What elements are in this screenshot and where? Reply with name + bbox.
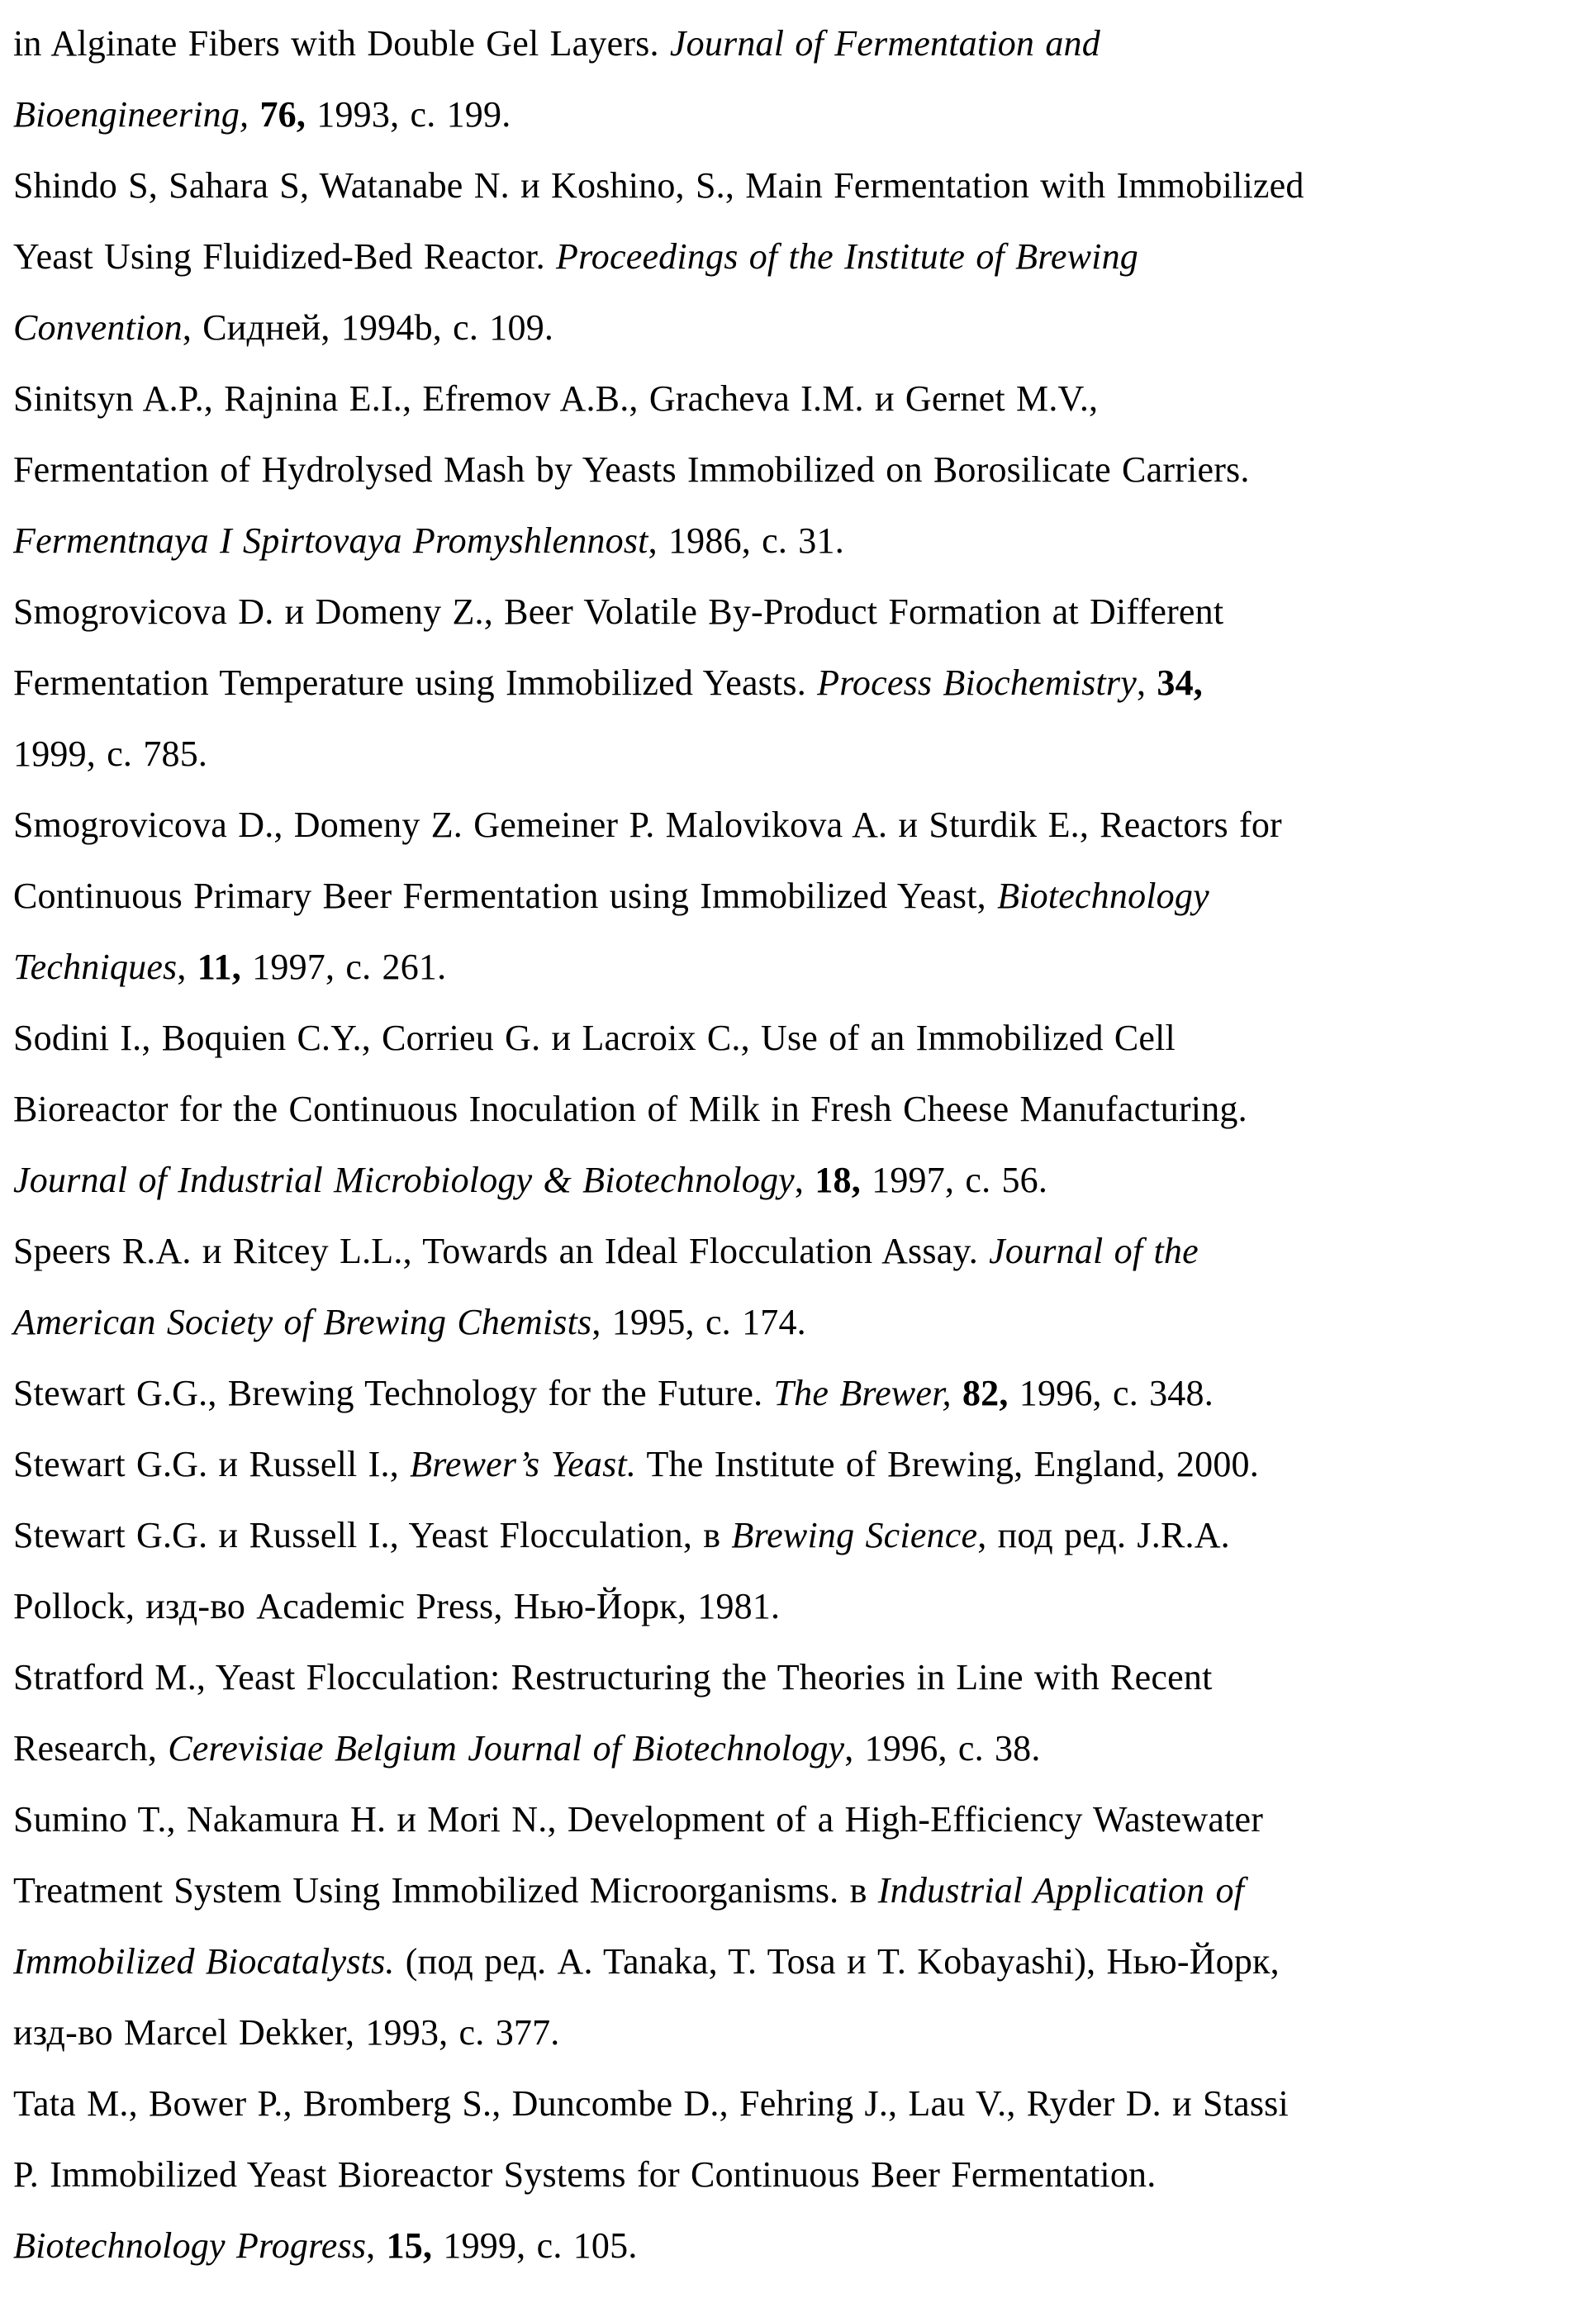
text-run: Sumino T., Nakamura H. и Mori N., Development of a High-Efficiency Wastewater — [13, 1799, 1264, 1840]
reference-line — [13, 1997, 1593, 2068]
text-run: , 1995, с. 174. — [591, 1302, 806, 1342]
text-run: , Сидней, 1994b, с. 109. — [182, 307, 554, 348]
text-run: , под ред. J.R.A. — [977, 1515, 1230, 1555]
text-run: Journal of Industrial Microbiology & Biotechnology — [13, 1160, 795, 1200]
text-run: Pollock, изд-во Academic Press, Нью-Йорк, 1981. — [13, 1586, 781, 1626]
text-run: Sinitsyn A.P., Rajnina E.I., Efremov A.B., Gracheva I.M. и Gernet M.V., — [13, 378, 1099, 419]
text-run: Immobilized Biocatalysts. — [13, 1941, 395, 1982]
reference-line — [13, 1429, 1593, 1500]
reference-line — [13, 1784, 1593, 1855]
text-run: Bioreactor for the Continuous Inoculation of Milk in Fresh Cheese Manufacturing. — [13, 1089, 1247, 1129]
text-run: Yeast Using Fluidized-Bed Reactor. — [13, 236, 557, 277]
text-run: Fermentation Temperature using Immobilized Yeasts. — [13, 662, 818, 703]
text-run: , — [366, 2225, 387, 2266]
text-run: Cerevisiae Belgium Journal of Biotechnology — [168, 1728, 845, 1769]
text-run: Brewing Science — [731, 1515, 978, 1555]
text-run: Sodini I., Boquien C.Y., Corrieu G. и Lacroix C., Use of an Immobilized Cell — [13, 1018, 1176, 1058]
text-run: Biotechnology — [997, 876, 1209, 916]
text-run: 1997, с. 56. — [860, 1160, 1048, 1200]
reference-line — [13, 8, 1593, 79]
text-run: Smogrovicova D., Domeny Z. Gemeiner P. Malovikova A. и Sturdik E., Reactors for — [13, 805, 1282, 845]
text-run: Stewart G.G. и Russell I., Yeast Flocculation, в — [13, 1515, 732, 1555]
text-run: , 1986, с. 31. — [648, 520, 844, 561]
reference-line — [13, 2139, 1593, 2210]
text-run: 11, — [197, 947, 241, 987]
reference-line — [13, 861, 1593, 932]
reference-line — [13, 1003, 1593, 1074]
reference-line — [13, 1216, 1593, 1287]
reference-line — [13, 719, 1593, 790]
reference-line — [13, 1500, 1593, 1571]
text-run: Journal of the — [989, 1231, 1199, 1271]
reference-line — [13, 2068, 1593, 2139]
reference-line — [13, 1713, 1593, 1784]
reference-line — [13, 363, 1593, 434]
reference-line — [13, 1145, 1593, 1216]
text-run: Continuous Primary Beer Fermentation using Immobilized Yeast, — [13, 876, 998, 916]
text-run: The Institute of Brewing, England, 2000. — [636, 1444, 1259, 1484]
reference-line — [13, 1358, 1593, 1429]
text-run: Techniques — [13, 947, 178, 987]
reference-line — [13, 577, 1593, 648]
reference-line — [13, 1642, 1593, 1713]
text-run: Bioengineering, — [13, 94, 249, 135]
text-run: 34, — [1157, 662, 1203, 703]
text-run: American Society of Brewing Chemists — [13, 1302, 592, 1342]
text-run: 1996, с. 348. — [1008, 1373, 1214, 1413]
text-run: Stewart G.G., Brewing Technology for the Future. — [13, 1373, 774, 1413]
references-list — [13, 8, 1593, 2281]
text-run: Biotechnology Progress — [13, 2225, 367, 2266]
text-run: 82, — [962, 1373, 1009, 1413]
text-run — [249, 94, 259, 135]
text-run: 1999, с. 785. — [13, 734, 208, 774]
text-run: Convention — [13, 307, 183, 348]
reference-line — [13, 648, 1593, 719]
text-run: Fermentation of Hydrolysed Mash by Yeasts Immobilized on Borosilicate Carriers. — [13, 449, 1250, 490]
text-run: Stewart G.G. и Russell I., — [13, 1444, 411, 1484]
reference-line — [13, 506, 1593, 577]
text-run: 15, — [386, 2225, 433, 2266]
reference-line — [13, 1571, 1593, 1642]
text-run: Shindo S, Sahara S, Watanabe N. и Koshino, S., Main Fermentation with Immobilized — [13, 165, 1304, 206]
text-run: , — [1136, 662, 1157, 703]
text-run: 1997, с. 261. — [240, 947, 447, 987]
text-run: Fermentnaya I Spirtovaya Promyshlennost — [13, 520, 648, 561]
text-run: 76, — [259, 94, 306, 135]
text-run: , — [794, 1160, 815, 1200]
reference-line — [13, 1287, 1593, 1358]
text-run: 1993, с. 199. — [306, 94, 511, 135]
reference-line — [13, 1926, 1593, 1997]
reference-line — [13, 1855, 1593, 1926]
reference-line — [13, 790, 1593, 861]
reference-line — [13, 2210, 1593, 2281]
text-run: 1999, с. 105. — [432, 2225, 638, 2266]
text-run: Treatment System Using Immobilized Microorganisms. в — [13, 1870, 878, 1911]
text-run: , 1996, с. 38. — [844, 1728, 1041, 1769]
text-run: Brewer’s Yeast. — [410, 1444, 637, 1484]
text-run: The Brewer, — [773, 1373, 952, 1413]
text-run: (под ред. A. Tanaka, T. Tosa и T. Kobayashi), Нью-Йорк, — [394, 1941, 1280, 1982]
reference-line — [13, 434, 1593, 506]
reference-line — [13, 79, 1593, 150]
text-run — [952, 1373, 962, 1413]
text-run: Smogrovicova D. и Domeny Z., Beer Volatile By-Product Formation at Different — [13, 591, 1224, 632]
text-run: Proceedings of the Institute of Brewing — [556, 236, 1139, 277]
reference-line — [13, 932, 1593, 1003]
text-run: Stratford M., Yeast Flocculation: Restructuring the Theories in Line with Recent — [13, 1657, 1213, 1697]
text-run: 18, — [815, 1160, 861, 1200]
text-run: P. Immobilized Yeast Bioreactor Systems for Continuous Beer Fermentation. — [13, 2154, 1157, 2195]
reference-line — [13, 150, 1593, 221]
text-run: изд-во Marcel Dekker, 1993, с. 377. — [13, 2012, 560, 2053]
reference-line — [13, 292, 1593, 363]
text-run: Tata M., Bower P., Bromberg S., Duncombe D., Fehring J., Lau V., Ryder D. и Stassi — [13, 2083, 1289, 2124]
text-run: Industrial Application of — [877, 1870, 1245, 1911]
text-run: Process Biochemistry — [817, 662, 1137, 703]
text-run: Speers R.A. и Ritcey L.L., Towards an Ideal Flocculation Assay. — [13, 1231, 990, 1271]
text-run: , — [177, 947, 197, 987]
reference-line — [13, 221, 1593, 292]
reference-line — [13, 1074, 1593, 1145]
text-run: in Alginate Fibers with Double Gel Layers. — [13, 23, 670, 64]
text-run: Research, — [13, 1728, 169, 1769]
text-run: Journal of Fermentation and — [669, 23, 1100, 64]
